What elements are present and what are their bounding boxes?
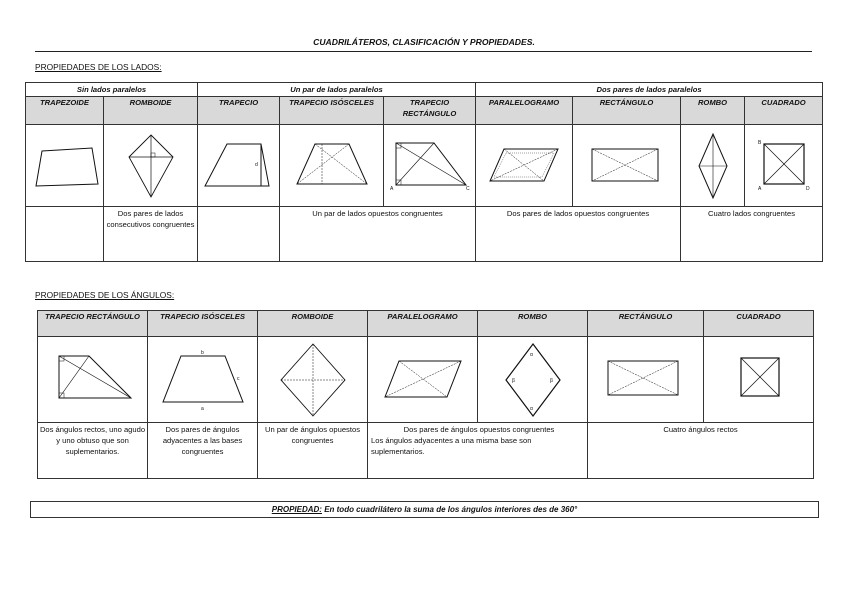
group-no-parallel: Sin lados paralelos bbox=[26, 83, 198, 97]
ang-col-trapecio-rectangulo: TRAPECIO RECTÁNGULO bbox=[38, 311, 148, 337]
ang-col-cuadrado: CUADRADO bbox=[704, 311, 814, 337]
fig-paralelogramo bbox=[476, 125, 573, 207]
ang-prop-opuestos: Dos pares de ángulos opuestos congruentes bbox=[403, 425, 555, 434]
sides-table bbox=[25, 82, 823, 262]
col-trapecio-rectangulo: TRAPECIO RECTÁNGULO bbox=[384, 97, 476, 125]
fig-trapezoide bbox=[26, 125, 104, 207]
ang-col-rombo: ROMBO bbox=[478, 311, 588, 337]
ang-col-paralelogramo: PARALELOGRAMO bbox=[368, 311, 478, 337]
col-trapezoide: TRAPEZOIDE bbox=[26, 97, 104, 125]
fig-trapecio-isosceles bbox=[280, 125, 384, 207]
col-romboide: ROMBOIDE bbox=[104, 97, 198, 125]
ang-fig-paralelogramo bbox=[368, 337, 478, 423]
fig-rombo bbox=[681, 125, 745, 207]
group-two-parallel: Dos pares de lados paralelos bbox=[476, 83, 823, 97]
label-beta-right: β bbox=[549, 377, 553, 384]
prop-rombo-cuadrado: Cuatro lados congruentes bbox=[681, 207, 823, 262]
label-D: D bbox=[805, 185, 810, 192]
col-paralelogramo: PARALELOGRAMO bbox=[476, 97, 573, 125]
ang-prop-paralelogramo-rombo bbox=[368, 423, 588, 479]
fig-trapecio bbox=[198, 125, 280, 207]
ang-prop-rectangulo-cuadrado: Cuatro ángulos rectos bbox=[588, 423, 814, 479]
ang-fig-romboide bbox=[258, 337, 368, 423]
ang-col-rectangulo: RECTÁNGULO bbox=[588, 311, 704, 337]
ang-fig-trapecio-rectangulo bbox=[38, 337, 148, 423]
label-b: b bbox=[200, 349, 204, 356]
label-beta-left: β bbox=[511, 377, 515, 384]
angles-table bbox=[37, 310, 814, 479]
document-title: CUADRILÁTEROS, CLASIFICACIÓN Y PROPIEDADES. bbox=[313, 37, 535, 47]
label-d: d bbox=[254, 161, 258, 168]
fig-trapecio-rectangulo bbox=[384, 125, 476, 207]
ang-prop-trapecio-isosceles: Dos pares de ángulos adyacentes a las bases congruentes bbox=[148, 423, 258, 479]
ang-fig-rombo bbox=[478, 337, 588, 423]
ang-prop-trapecio-rectangulo: Dos ángulos rectos, uno agudo y uno obtuso que son suplementarios. bbox=[38, 423, 148, 479]
ang-fig-rectangulo bbox=[588, 337, 704, 423]
label-alpha-top: α bbox=[529, 351, 533, 358]
prop-trapecios: Un par de lados opuestos congruentes bbox=[280, 207, 476, 262]
label-A2: A bbox=[757, 185, 761, 192]
property-box bbox=[30, 501, 819, 518]
ang-col-trapecio-isosceles: TRAPECIO ISÓSCELES bbox=[148, 311, 258, 337]
label-alpha-bottom: α bbox=[529, 405, 533, 412]
ang-prop-adyacentes: Los ángulos adyacentes a una misma base son suplementarios. bbox=[371, 435, 532, 456]
ang-fig-cuadrado bbox=[704, 337, 814, 423]
fig-rectangulo bbox=[573, 125, 681, 207]
prop-paralelogramo-rectangulo: Dos pares de lados opuestos congruentes bbox=[476, 207, 681, 262]
col-trapecio-isosceles: TRAPECIO ISÓSCELES bbox=[280, 97, 384, 125]
ang-prop-romboide: Un par de ángulos opuestos congruentes bbox=[258, 423, 368, 479]
label-A: A bbox=[389, 185, 393, 192]
col-cuadrado: CUADRADO bbox=[745, 97, 823, 125]
property-text: En todo cuadrilátero la suma de los ángulos interiores des de 360° bbox=[321, 505, 578, 514]
col-trapecio: TRAPECIO bbox=[198, 97, 280, 125]
prop-romboide: Dos pares de lados consecutivos congruentes bbox=[104, 207, 198, 262]
col-rectangulo: RECTÁNGULO bbox=[573, 97, 681, 125]
label-c: c bbox=[236, 375, 239, 382]
property-label: PROPIEDAD: bbox=[271, 505, 322, 514]
title-rule bbox=[35, 51, 812, 52]
sides-heading: PROPIEDADES DE LOS LADOS: bbox=[35, 62, 162, 72]
angles-heading: PROPIEDADES DE LOS ÁNGULOS: bbox=[35, 290, 175, 300]
fig-romboide bbox=[104, 125, 198, 207]
label-B: B bbox=[757, 139, 761, 146]
prop-trapezoide-empty bbox=[26, 207, 104, 262]
label-C: C bbox=[465, 185, 470, 192]
col-rombo: ROMBO bbox=[681, 97, 745, 125]
ang-fig-trapecio-isosceles bbox=[148, 337, 258, 423]
fig-cuadrado bbox=[745, 125, 823, 207]
group-one-parallel: Un par de lados paralelos bbox=[198, 83, 476, 97]
ang-col-romboide: ROMBOIDE bbox=[258, 311, 368, 337]
prop-trapecio-empty bbox=[198, 207, 280, 262]
label-a: a bbox=[200, 405, 204, 412]
